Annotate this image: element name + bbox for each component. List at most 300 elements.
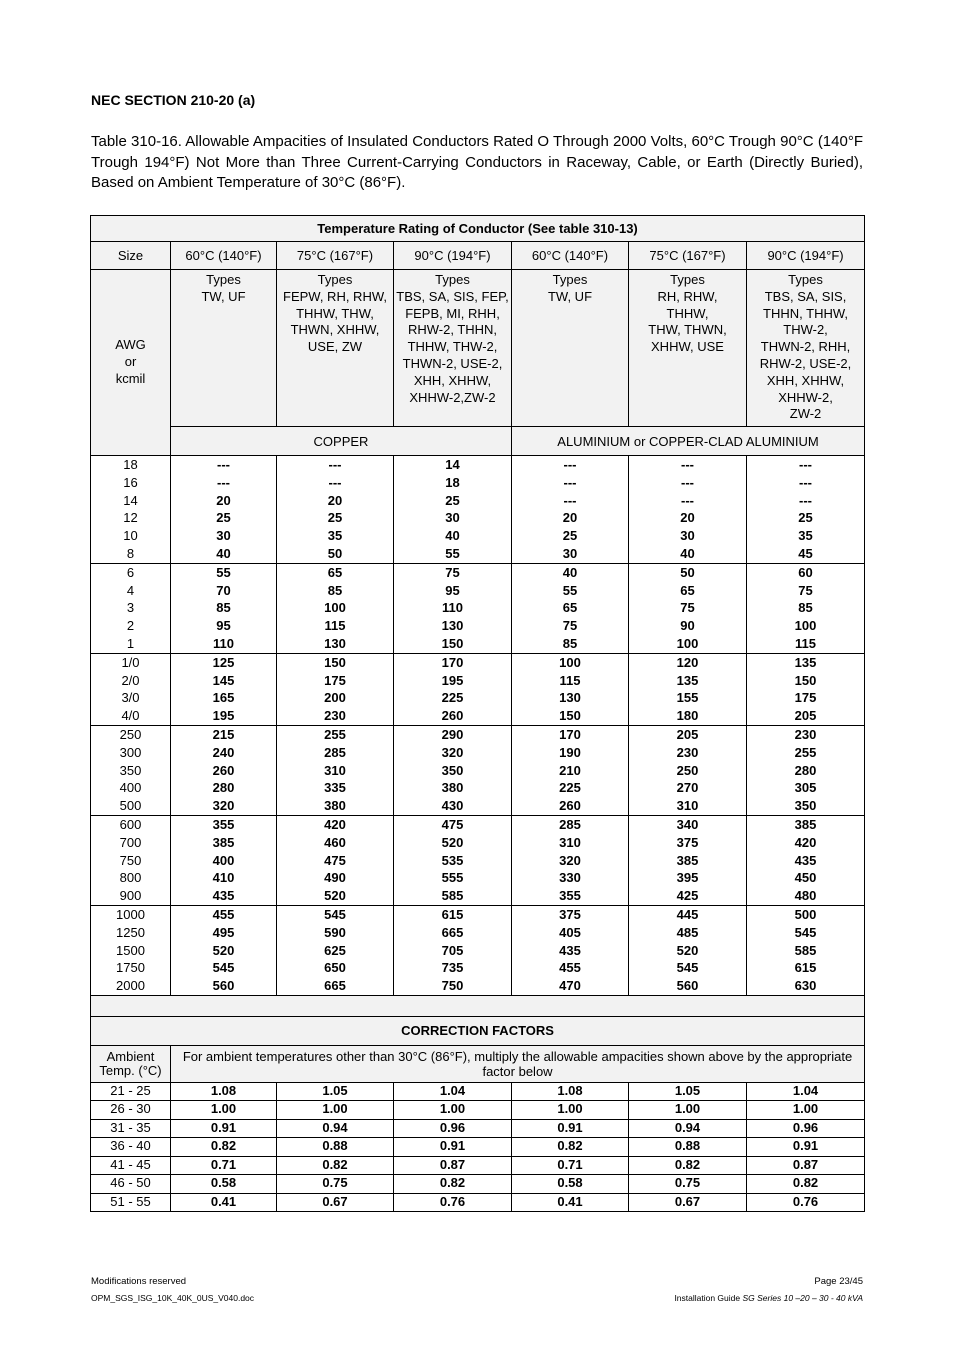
conductor-types	[171, 270, 277, 427]
ampacity-value: 520	[324, 888, 346, 904]
ampacity-value: 475	[324, 852, 346, 868]
material-row	[91, 427, 865, 456]
ampacity-values	[277, 456, 394, 564]
type-line: TBS, SA, SIS, FEP,	[396, 288, 509, 304]
size-value: 2/0	[121, 672, 140, 688]
ampacity-value: 650	[324, 960, 346, 976]
ampacity-value: 310	[559, 834, 581, 850]
type-line: XHHW-2,ZW-2	[409, 389, 496, 405]
ampacity-value: 450	[794, 870, 817, 886]
size-values	[91, 653, 171, 725]
ampacity-values	[171, 815, 277, 905]
ampacity-value: 175	[794, 690, 817, 706]
ampacity-value: 250	[676, 762, 699, 778]
ampacity-values	[512, 653, 629, 725]
spacer-row	[91, 995, 865, 1016]
correction-factor: 0.82	[171, 1138, 277, 1157]
copper-label: COPPER	[171, 427, 512, 456]
ampacity-value: 45	[798, 545, 813, 561]
correction-factor: 1.00	[512, 1101, 629, 1120]
ampacity-value: 125	[212, 654, 235, 670]
ampacity-value: 40	[445, 528, 460, 544]
correction-factor: 1.05	[277, 1082, 394, 1101]
ampacity-value: 150	[559, 708, 581, 724]
size-value: 10	[123, 528, 138, 544]
size-group-row	[91, 905, 865, 995]
ampacity-values	[171, 653, 277, 725]
ampacity-value: 475	[441, 816, 464, 832]
ampacity-value: ---	[563, 457, 577, 472]
type-line: THWN-2, USE-2,	[402, 355, 503, 371]
ampacity-table	[90, 215, 865, 1212]
ampacity-value: 435	[559, 942, 581, 958]
size-group-row	[91, 563, 865, 653]
ampacity-value: 14	[445, 457, 460, 472]
ampacity-value: 585	[794, 942, 817, 958]
ampacity-value: 130	[324, 635, 346, 651]
correction-factor: 1.00	[747, 1101, 865, 1120]
footer-filename: OPM_SGS_ISG_10K_40K_0US_V040.doc	[91, 1293, 255, 1303]
ampacity-value: 350	[441, 762, 464, 778]
ampacity-value: 455	[559, 960, 581, 976]
ampacity-value: 585	[441, 888, 464, 904]
size-value: 12	[123, 510, 138, 526]
conductor-types	[277, 270, 394, 427]
correction-factor: 1.00	[277, 1101, 394, 1120]
size-value: 300	[119, 744, 142, 760]
size-value: 800	[119, 870, 142, 886]
ampacity-value: 290	[441, 726, 464, 742]
ampacity-value: 85	[327, 582, 343, 598]
ampacity-value: 115	[324, 618, 346, 634]
type-line: RH, RHW,	[657, 288, 718, 304]
ampacity-values	[512, 815, 629, 905]
correction-factor: 0.94	[629, 1119, 747, 1138]
ampacity-value: 115	[559, 672, 581, 688]
ampacity-values	[394, 653, 512, 725]
temperature-header: 75°C (167°F)	[629, 242, 747, 270]
ampacity-value: 200	[324, 690, 346, 706]
size-value: 3/0	[121, 690, 140, 706]
ampacity-values	[629, 725, 747, 815]
ampacity-value: 50	[327, 545, 343, 561]
type-line: USE, ZW	[307, 339, 363, 355]
ampacity-value: 310	[324, 762, 346, 778]
ambient-note-row	[91, 1045, 865, 1082]
type-line: THHN, THHW,	[763, 305, 849, 321]
ampacity-value: 190	[559, 744, 581, 760]
size-value: 500	[119, 798, 142, 814]
ampacity-value: 40	[216, 545, 231, 561]
correction-factor: 0.91	[171, 1119, 277, 1138]
ampacity-value: 85	[798, 600, 813, 616]
correction-factor: 0.88	[629, 1138, 747, 1157]
ampacity-value: 555	[441, 870, 464, 886]
ambient-temp-range: 41 - 45	[91, 1156, 171, 1175]
type-line: RHW-2, USE-2,	[759, 355, 852, 371]
type-line: Types	[670, 272, 705, 287]
ampacity-value: 230	[324, 708, 346, 724]
correction-factor: 0.87	[394, 1156, 512, 1175]
size-group-row	[91, 815, 865, 905]
type-line: TW, UF	[201, 288, 246, 304]
ambient-temp-range: 21 - 25	[91, 1082, 171, 1101]
type-line: XHHW, USE	[651, 339, 724, 355]
ampacity-value: 520	[212, 942, 235, 958]
type-line: FEPB, MI, RHH,	[405, 305, 500, 321]
ampacity-value: 205	[794, 708, 817, 724]
ampacity-value: 110	[442, 600, 463, 616]
ampacity-value: 320	[441, 744, 464, 760]
correction-row	[91, 1138, 865, 1157]
type-line: Types	[206, 272, 241, 287]
correction-note: For ambient temperatures other than 30°C (86°F), multiply the allowable ampacities shown above by the appropriate factor below	[171, 1045, 865, 1082]
size-value: 2000	[116, 978, 145, 994]
size-value: 1000	[116, 906, 145, 922]
ampacity-value: 330	[559, 870, 581, 886]
size-value: 1500	[116, 942, 145, 958]
correction-factor: 1.00	[171, 1101, 277, 1120]
ampacity-value: 55	[562, 582, 578, 598]
type-line: FEPW, RH, RHW,	[283, 288, 387, 304]
ampacity-value: 120	[676, 654, 699, 670]
ampacity-value: 355	[559, 888, 581, 904]
ampacity-value: 100	[676, 635, 699, 651]
ampacity-value: 95	[445, 582, 460, 598]
ampacity-value: 560	[212, 978, 235, 994]
correction-factor: 0.41	[171, 1193, 277, 1212]
ampacity-value: 30	[216, 528, 231, 544]
ampacity-value: 750	[441, 978, 464, 994]
ampacity-values	[394, 456, 512, 564]
correction-factor: 1.08	[512, 1082, 629, 1101]
ampacity-value: 110	[213, 635, 234, 651]
ampacity-values	[277, 653, 394, 725]
ampacity-value: 280	[794, 762, 817, 778]
ampacity-value: 285	[559, 816, 581, 832]
correction-factor: 0.75	[277, 1175, 394, 1194]
size-value: 700	[119, 834, 142, 850]
ampacity-values	[171, 563, 277, 653]
awg-kcmil-label	[91, 270, 171, 456]
awg-label-line: kcmil	[115, 370, 146, 386]
table-title: Temperature Rating of Conductor (See table 310-13)	[91, 216, 865, 242]
ampacity-value: 150	[324, 654, 346, 670]
type-line: XHHW-2,	[778, 389, 833, 405]
ampacity-value: 75	[445, 564, 460, 580]
correction-factor: 0.82	[394, 1175, 512, 1194]
correction-factor: 0.67	[277, 1193, 394, 1212]
correction-factor: 1.04	[747, 1082, 865, 1101]
ampacity-value: ---	[681, 474, 694, 490]
ampacity-value: 545	[676, 960, 699, 976]
ampacity-value: 155	[676, 690, 699, 706]
ampacity-value: 60	[798, 564, 813, 580]
ampacity-value: 385	[794, 816, 817, 832]
size-value: 350	[119, 762, 142, 778]
size-value: 600	[119, 816, 142, 832]
type-line: XHH, XHHW,	[413, 372, 492, 388]
ampacity-value: 35	[327, 528, 343, 544]
ampacity-value: 55	[216, 564, 231, 580]
ampacity-value: 665	[324, 978, 346, 994]
size-header: Size	[91, 242, 171, 270]
ampacity-value: 225	[559, 780, 581, 796]
ampacity-value: 145	[212, 672, 235, 688]
ampacity-value: 615	[441, 906, 464, 922]
ampacity-values	[747, 456, 865, 564]
ampacity-value: 30	[445, 510, 460, 526]
temperature-header: 90°C (194°F)	[394, 242, 512, 270]
correction-title-row	[91, 1016, 865, 1045]
type-line: ZW-2	[789, 406, 822, 422]
ampacity-value: 100	[794, 618, 817, 634]
ampacity-value: ---	[681, 492, 694, 508]
correction-factor: 0.96	[394, 1119, 512, 1138]
ampacity-value: 385	[212, 834, 235, 850]
types-row	[91, 270, 865, 427]
ampacity-value: 270	[676, 780, 699, 796]
ampacity-value: 490	[324, 870, 346, 886]
title-row	[91, 216, 865, 242]
correction-factor: 1.00	[629, 1101, 747, 1120]
ampacity-value: 425	[676, 888, 699, 904]
ampacity-values	[629, 653, 747, 725]
type-line: TW, UF	[547, 288, 593, 304]
correction-factor: 0.67	[629, 1193, 747, 1212]
type-line: Types	[435, 272, 470, 287]
ampacity-value: 350	[794, 798, 817, 814]
ampacity-value: 380	[441, 780, 464, 796]
correction-factor: 0.94	[277, 1119, 394, 1138]
correction-factor: 0.71	[512, 1156, 629, 1175]
footer-modifications: Modifications reserved	[91, 1276, 187, 1287]
ampacity-value: 230	[794, 726, 817, 742]
ampacity-value: 75	[562, 618, 578, 634]
ampacity-value: 380	[324, 798, 346, 814]
table-caption: Table 310-16. Allowable Ampacities of Insulated Conductors Rated O Through 2000 Volts, 60°C Trough 90°C (140°F Trough 194°F) Not More than Three Current-Carrying Conductors in Raceway, Cable, or Earth (Directly Buried), Based on Ambient Temperature of 30°C (86°F).	[91, 133, 863, 191]
correction-factor: 0.41	[512, 1193, 629, 1212]
size-value: 8	[126, 545, 135, 561]
ampacity-value: 545	[794, 924, 817, 940]
ambient-temp-range: 31 - 35	[91, 1119, 171, 1138]
ampacity-value: 625	[324, 942, 346, 958]
ampacity-value: 25	[445, 492, 460, 508]
ampacity-value: 170	[441, 654, 464, 670]
correction-row	[91, 1119, 865, 1138]
footer-series-label: SG Series 10 –20 – 30 - 40 kVA	[742, 1293, 863, 1303]
ampacity-value: 40	[562, 564, 578, 580]
ampacity-value: 280	[212, 780, 235, 796]
ampacity-value: 375	[559, 906, 581, 922]
correction-factor: 0.88	[277, 1138, 394, 1157]
ampacity-value: 435	[794, 852, 817, 868]
ambient-label-line: Ambient	[106, 1048, 155, 1064]
ampacity-value: 320	[559, 852, 581, 868]
ampacity-value: ---	[799, 457, 813, 472]
ampacity-value: 430	[441, 798, 464, 814]
ampacity-value: 560	[676, 978, 699, 994]
correction-factor: 1.04	[394, 1082, 512, 1101]
correction-row	[91, 1175, 865, 1194]
type-line: THHW,	[666, 305, 709, 321]
ampacity-value: 500	[794, 906, 817, 922]
ampacity-value: ---	[217, 457, 230, 472]
ampacity-value: 65	[562, 600, 578, 616]
size-value: 4/0	[121, 708, 140, 724]
size-value: 14	[123, 492, 138, 508]
footer-guide-label: Installation Guide	[674, 1293, 741, 1303]
ampacity-value: 535	[441, 852, 464, 868]
size-value: 400	[119, 780, 142, 796]
ampacity-value: ---	[217, 474, 230, 490]
ampacity-value: 215	[212, 726, 235, 742]
ampacity-value: 260	[559, 798, 581, 814]
ampacity-value: ---	[328, 474, 342, 490]
correction-factor: 1.05	[629, 1082, 747, 1101]
size-value: 750	[119, 852, 142, 868]
ampacity-values	[171, 456, 277, 564]
correction-factor: 0.75	[629, 1175, 747, 1194]
ampacity-value: 630	[794, 978, 817, 994]
correction-factor: 0.82	[629, 1156, 747, 1175]
ambient-temp-range: 51 - 55	[91, 1193, 171, 1212]
correction-row	[91, 1101, 865, 1120]
ampacity-value: 735	[441, 960, 464, 976]
size-value: 2	[126, 618, 135, 634]
correction-row	[91, 1082, 865, 1101]
ampacity-value: 195	[441, 672, 464, 688]
ambient-temp-range: 36 - 40	[91, 1138, 171, 1157]
ampacity-value: 65	[327, 564, 343, 580]
ampacity-value: 30	[680, 528, 695, 544]
ampacity-value: 150	[794, 672, 817, 688]
correction-row	[91, 1156, 865, 1175]
ampacity-value: 470	[559, 978, 581, 994]
ampacity-value: 20	[562, 510, 578, 526]
ampacity-value: 485	[676, 924, 699, 940]
ampacity-value: 545	[212, 960, 235, 976]
ampacity-value: 405	[559, 924, 581, 940]
footer-document-title	[674, 1293, 863, 1303]
ampacity-values	[629, 815, 747, 905]
correction-factor: 0.76	[394, 1193, 512, 1212]
conductor-types	[629, 270, 747, 427]
correction-factor: 0.82	[512, 1138, 629, 1157]
ampacity-values	[629, 563, 747, 653]
ampacity-value: 85	[216, 600, 231, 616]
ampacity-value: 210	[559, 762, 581, 778]
ampacity-value: 205	[676, 726, 699, 742]
ampacity-value: 25	[562, 528, 578, 544]
ampacity-value: 40	[680, 545, 695, 561]
correction-factor: 0.91	[394, 1138, 512, 1157]
size-value: 1	[126, 635, 135, 651]
ampacity-values	[277, 563, 394, 653]
ampacity-value: 90	[680, 618, 695, 634]
section-heading: NEC SECTION 210-20 (a)	[91, 92, 256, 108]
type-line: THW-2,	[783, 322, 828, 338]
size-group-row	[91, 653, 865, 725]
ampacity-value: 340	[676, 816, 699, 832]
ampacity-value: 495	[212, 924, 235, 940]
ampacity-values	[512, 456, 629, 564]
size-value: 1750	[116, 960, 145, 976]
ampacity-value: 615	[794, 960, 817, 976]
ampacity-values	[747, 653, 865, 725]
ampacity-value: 240	[212, 744, 235, 760]
ampacity-value: ---	[799, 474, 813, 490]
size-values	[91, 563, 171, 653]
spacer-cell	[91, 995, 865, 1016]
ampacity-value: 75	[798, 582, 813, 598]
ampacity-values	[747, 563, 865, 653]
ampacity-value: ---	[799, 492, 813, 508]
ampacity-values	[394, 563, 512, 653]
ampacity-values	[747, 725, 865, 815]
ampacity-value: 165	[212, 690, 235, 706]
type-line: RHW-2, THHN,	[407, 322, 498, 338]
ampacity-values	[277, 725, 394, 815]
correction-factor: 0.91	[512, 1119, 629, 1138]
size-values	[91, 725, 171, 815]
ampacity-values	[277, 815, 394, 905]
ampacity-value: 70	[216, 582, 231, 598]
size-group-row	[91, 725, 865, 815]
ampacity-value: 25	[216, 510, 231, 526]
type-line: THWN, XHHW,	[290, 322, 380, 338]
correction-factor: 0.71	[171, 1156, 277, 1175]
ampacity-value: 35	[798, 528, 813, 544]
ampacity-value: 175	[324, 672, 346, 688]
ambient-temp-range: 26 - 30	[91, 1101, 171, 1120]
ampacity-value: 20	[327, 492, 343, 508]
correction-row	[91, 1193, 865, 1212]
ampacity-value: 18	[445, 474, 460, 490]
ampacity-values	[394, 905, 512, 995]
correction-factor: 0.96	[747, 1119, 865, 1138]
size-values	[91, 456, 171, 564]
ampacity-values	[512, 905, 629, 995]
ampacity-value: 520	[441, 834, 464, 850]
size-value: 1250	[116, 924, 145, 940]
ampacity-value: 420	[324, 816, 346, 832]
ampacity-value: 230	[676, 744, 699, 760]
ampacity-value: 255	[324, 726, 346, 742]
conductor-types	[512, 270, 629, 427]
ampacity-value: 420	[794, 834, 817, 850]
correction-factors-title: CORRECTION FACTORS	[91, 1016, 865, 1045]
awg-label-line: or	[124, 354, 137, 370]
type-line: THWN-2, RHH,	[760, 339, 851, 355]
ampacity-values	[277, 905, 394, 995]
correction-factor: 0.91	[747, 1138, 865, 1157]
ampacity-value: 95	[216, 618, 231, 634]
awg-label-line: AWG	[115, 337, 146, 353]
ampacity-value: 20	[680, 510, 695, 526]
ampacity-value: 180	[676, 708, 699, 724]
type-line: THW, THWN,	[648, 322, 727, 338]
ampacity-value: 255	[794, 744, 817, 760]
type-line: Types	[317, 272, 353, 287]
ampacity-values	[747, 905, 865, 995]
ampacity-value: ---	[563, 492, 577, 508]
ampacity-value: 305	[794, 780, 817, 796]
ampacity-value: 435	[212, 888, 235, 904]
ampacity-value: 130	[559, 690, 581, 706]
ampacity-values	[171, 725, 277, 815]
ampacity-value: 705	[441, 942, 464, 958]
